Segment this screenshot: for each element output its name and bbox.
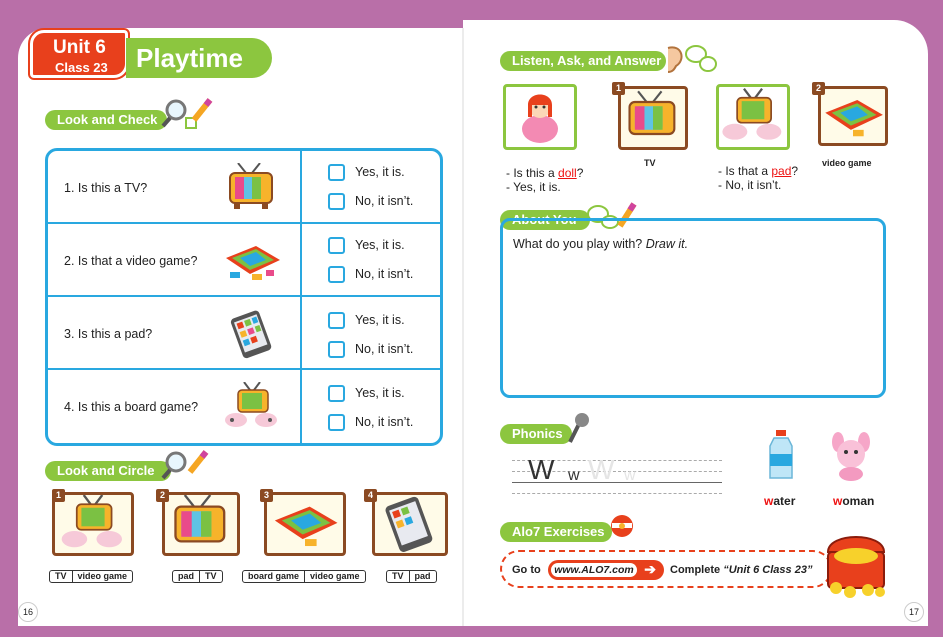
question-row	[48, 297, 440, 370]
item-number: 1	[612, 82, 625, 95]
item-number: 2	[156, 489, 169, 502]
alo7-link-button[interactable]	[548, 560, 664, 580]
alo7-exercises-heading: Alo7 Exercises	[500, 522, 612, 542]
complete-instruction: Complete “Unit 6 Class 23”	[670, 564, 813, 576]
picture-card	[52, 492, 134, 556]
video-game-icon	[821, 89, 885, 143]
phonics-word-water: water	[764, 494, 796, 508]
phonics-word-woman: woman	[833, 494, 875, 508]
checkbox[interactable]	[328, 414, 345, 431]
card-label: TV	[644, 158, 656, 168]
look-and-check-table	[45, 148, 443, 446]
yes-label: Yes, it is.	[355, 313, 405, 327]
item-number: 1	[52, 489, 65, 502]
question-text: 3. Is this a pad?	[64, 327, 153, 341]
picture-card	[716, 84, 790, 150]
page-number-left: 16	[18, 602, 38, 622]
no-label: No, it isn’t.	[355, 415, 414, 429]
choice-option[interactable]: TV	[392, 571, 404, 581]
class-label: Class 23	[55, 60, 108, 75]
checkbox[interactable]	[328, 266, 345, 283]
choice-pair[interactable]	[242, 570, 366, 583]
yes-label: Yes, it is.	[355, 165, 405, 179]
game-ball-icon	[604, 510, 640, 540]
look-and-circle-heading: Look and Circle	[45, 461, 171, 481]
magnifier-pencil-icon	[160, 448, 210, 480]
choice-pair[interactable]	[172, 570, 223, 583]
choice-option[interactable]: pad	[178, 571, 195, 581]
arrow-right-icon: ➔	[644, 561, 656, 577]
no-label: No, it isn’t.	[355, 194, 414, 208]
microphone-icon	[564, 412, 590, 446]
page-spine	[462, 28, 464, 626]
checkbox[interactable]	[328, 193, 345, 210]
choice-option[interactable]: video game	[304, 571, 365, 582]
unit-badge	[30, 30, 128, 78]
look-and-check-heading: Look and Check	[45, 110, 167, 130]
listen-ask-answer-heading: Listen, Ask, and Answer	[500, 51, 666, 71]
lowercase-letter: w	[568, 467, 580, 484]
woman-character-icon	[828, 430, 874, 482]
magnifier-pencil-icon	[160, 96, 216, 132]
drawing-area[interactable]	[500, 218, 886, 398]
item-number: 3	[260, 489, 273, 502]
url-text[interactable]: www.ALO7.com	[551, 563, 637, 577]
choice-option[interactable]: TV	[55, 571, 67, 581]
tv-with-controllers-icon	[222, 382, 282, 432]
choice-pair[interactable]	[49, 570, 133, 583]
question-row	[48, 224, 440, 297]
item-number: 4	[364, 489, 377, 502]
goto-label: Go to	[512, 564, 541, 576]
uppercase-letter: W	[528, 454, 555, 485]
yes-label: Yes, it is.	[355, 238, 405, 252]
pad-dialog: - Is that a pad? - No, it isn’t.	[718, 164, 799, 192]
about-you-prompt: What do you play with? Draw it.	[513, 237, 689, 251]
alo7-exercise-banner	[500, 550, 832, 588]
video-game-icon	[267, 495, 343, 553]
page-number-right: 17	[904, 602, 924, 622]
no-label: No, it isn’t.	[355, 267, 414, 281]
treasure-chest-icon	[820, 522, 892, 600]
question-text: 1. Is this a TV?	[64, 181, 148, 195]
no-label: No, it isn’t.	[355, 342, 414, 356]
picture-card	[372, 492, 448, 556]
question-row	[48, 370, 440, 443]
ear-speech-bubbles-icon	[660, 42, 718, 76]
doll-icon	[506, 87, 574, 147]
checkbox[interactable]	[328, 164, 345, 181]
tv-icon	[621, 89, 685, 147]
choice-option[interactable]: TV	[199, 571, 222, 582]
yes-label: Yes, it is.	[355, 386, 405, 400]
highlight-word: doll	[558, 166, 577, 180]
checkbox[interactable]	[328, 237, 345, 254]
card-label: video game	[822, 158, 872, 168]
highlight-word: pad	[771, 164, 792, 178]
question-text: 2. Is that a video game?	[64, 254, 198, 268]
tv-with-controllers-icon	[55, 495, 131, 553]
checkbox[interactable]	[328, 312, 345, 329]
trace-letter: w	[624, 467, 636, 484]
choice-option[interactable]: board game	[248, 571, 300, 581]
phonics-heading: Phonics	[500, 424, 572, 444]
picture-card	[818, 86, 888, 146]
choice-option[interactable]: video game	[72, 571, 133, 582]
example-dialog: - Is this a doll? - Yes, it is.	[506, 166, 584, 194]
pad-icon	[222, 309, 282, 359]
unit-label: Unit 6	[53, 37, 106, 58]
item-number: 2	[812, 82, 825, 95]
checkbox[interactable]	[328, 385, 345, 402]
trace-letter: W	[588, 454, 615, 485]
question-row	[48, 151, 440, 224]
pad-icon	[375, 495, 445, 553]
handwriting-lines[interactable]	[512, 454, 722, 494]
tv-icon	[165, 495, 237, 553]
video-game-icon	[222, 236, 282, 286]
about-you-heading: About You	[500, 210, 590, 230]
tv-with-controllers-icon	[719, 87, 787, 147]
tv-icon	[222, 163, 282, 213]
water-bottle-icon	[766, 428, 796, 482]
picture-card	[264, 492, 346, 556]
choice-pair[interactable]	[386, 570, 437, 583]
picture-card	[618, 86, 688, 150]
question-text: 4. Is this a board game?	[64, 400, 199, 414]
checkbox[interactable]	[328, 341, 345, 358]
choice-option[interactable]: pad	[409, 571, 436, 582]
doll-picture	[503, 84, 577, 150]
picture-card	[162, 492, 240, 556]
page-title: Playtime	[126, 38, 272, 78]
